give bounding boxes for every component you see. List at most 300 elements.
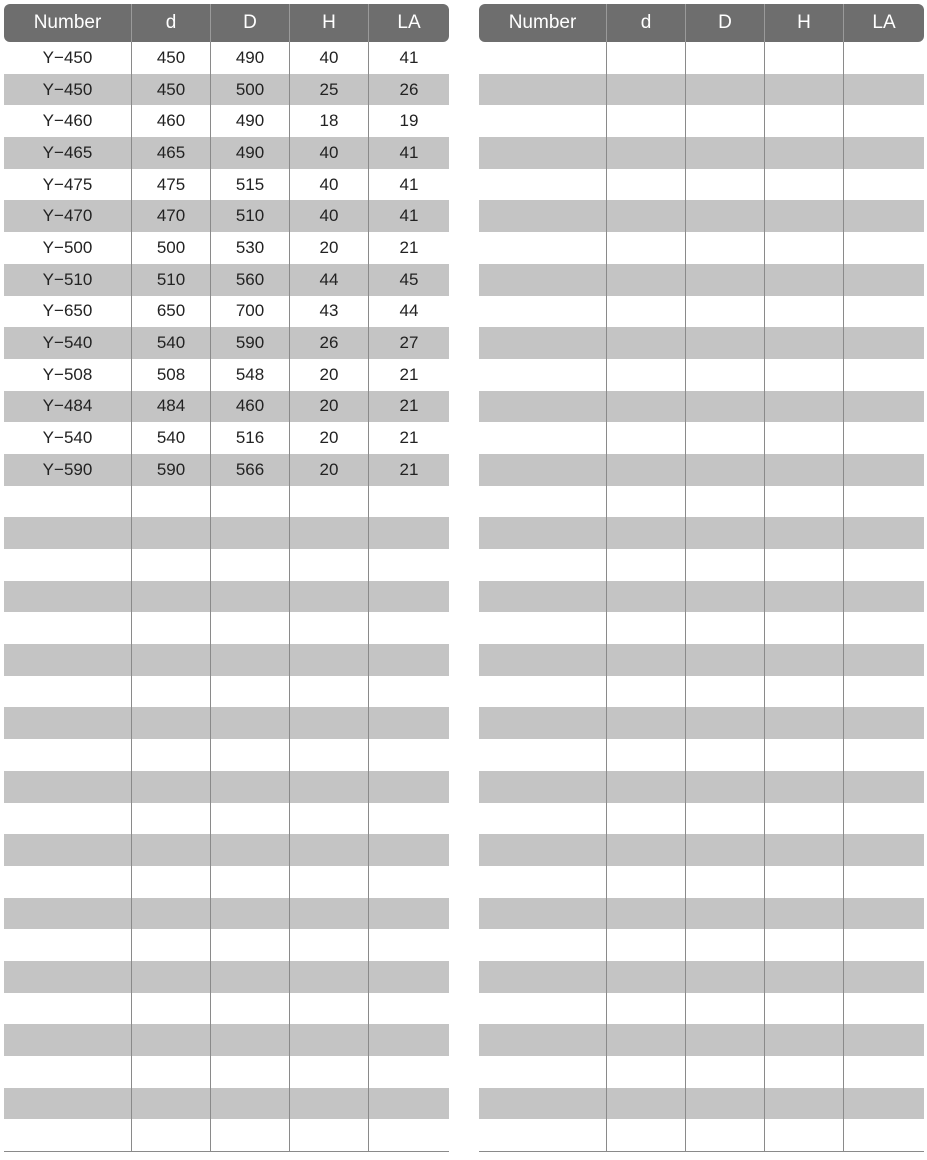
table-cell bbox=[4, 929, 131, 961]
table-cell bbox=[843, 42, 924, 74]
table-cell bbox=[764, 929, 843, 961]
table-cell bbox=[685, 1088, 764, 1120]
table-cell bbox=[479, 961, 606, 993]
table-cell bbox=[479, 866, 606, 898]
table-cell: 18 bbox=[289, 105, 368, 137]
table-cell bbox=[131, 961, 210, 993]
table-cell bbox=[210, 612, 289, 644]
table-row bbox=[479, 961, 924, 993]
table-row bbox=[479, 676, 924, 708]
table-cell bbox=[843, 232, 924, 264]
table-cell bbox=[606, 200, 685, 232]
table-cell bbox=[685, 232, 764, 264]
table-row bbox=[479, 581, 924, 613]
table-cell bbox=[210, 866, 289, 898]
table-cell bbox=[843, 961, 924, 993]
table-cell: 700 bbox=[210, 296, 289, 328]
table-cell: 508 bbox=[131, 359, 210, 391]
table-cell bbox=[368, 486, 449, 518]
table-row bbox=[479, 707, 924, 739]
table-cell bbox=[289, 834, 368, 866]
table-row bbox=[479, 232, 924, 264]
table-cell bbox=[843, 929, 924, 961]
table-cell bbox=[4, 993, 131, 1025]
table-header-right bbox=[479, 4, 924, 42]
table-cell bbox=[843, 771, 924, 803]
table-cell bbox=[685, 1024, 764, 1056]
table-cell bbox=[131, 929, 210, 961]
table-cell bbox=[479, 42, 606, 74]
table-cell bbox=[289, 898, 368, 930]
table-cell bbox=[685, 898, 764, 930]
table-cell bbox=[685, 359, 764, 391]
table-row bbox=[4, 1056, 449, 1088]
table-row bbox=[4, 486, 449, 518]
table-cell bbox=[764, 803, 843, 835]
table-row bbox=[4, 296, 449, 328]
table-cell bbox=[210, 929, 289, 961]
table-cell bbox=[764, 581, 843, 613]
header-d: d bbox=[606, 4, 685, 42]
table-cell bbox=[368, 866, 449, 898]
table-cell bbox=[685, 1056, 764, 1088]
table-cell bbox=[289, 771, 368, 803]
table-cell: Y−650 bbox=[42, 301, 93, 321]
table-cell: 44 bbox=[289, 264, 368, 296]
table-row bbox=[4, 454, 449, 486]
table-row bbox=[479, 1056, 924, 1088]
table-cell bbox=[479, 264, 606, 296]
table-cell bbox=[843, 169, 924, 201]
table-cell bbox=[685, 803, 764, 835]
table-cell: 650 bbox=[131, 296, 210, 328]
table-cell bbox=[606, 137, 685, 169]
table-cell bbox=[4, 612, 131, 644]
table-cell bbox=[210, 1056, 289, 1088]
table-cell: 465 bbox=[131, 137, 210, 169]
table-cell: 21 bbox=[368, 422, 449, 454]
table-cell bbox=[606, 359, 685, 391]
table-cell bbox=[843, 105, 924, 137]
table-cell bbox=[479, 1088, 606, 1120]
table-cell bbox=[479, 359, 606, 391]
table-cell: 470 bbox=[131, 200, 210, 232]
table-cell bbox=[131, 581, 210, 613]
table-cell bbox=[843, 264, 924, 296]
table-cell: 45 bbox=[368, 264, 449, 296]
table-cell bbox=[4, 549, 131, 581]
table-row bbox=[4, 74, 449, 106]
table-cell: 510 bbox=[210, 200, 289, 232]
table-cell bbox=[131, 676, 210, 708]
table-cell bbox=[131, 834, 210, 866]
table-cell bbox=[606, 866, 685, 898]
table-cell bbox=[289, 739, 368, 771]
table-cell bbox=[606, 391, 685, 423]
table-cell bbox=[843, 644, 924, 676]
table-cell: 25 bbox=[289, 74, 368, 106]
table-cell bbox=[4, 707, 131, 739]
table-cell bbox=[843, 1024, 924, 1056]
table-cell: 516 bbox=[210, 422, 289, 454]
table-cell bbox=[764, 1119, 843, 1151]
table-cell bbox=[764, 359, 843, 391]
table-cell bbox=[4, 803, 131, 835]
table-cell: Y−590 bbox=[42, 459, 93, 479]
table-cell bbox=[4, 1056, 131, 1088]
table-cell bbox=[606, 739, 685, 771]
table-cell bbox=[368, 771, 449, 803]
table-cell bbox=[210, 1119, 289, 1151]
table-cell bbox=[764, 454, 843, 486]
table-cell bbox=[764, 834, 843, 866]
table-cell: 41 bbox=[368, 169, 449, 201]
table-cell bbox=[479, 105, 606, 137]
table-cell: 21 bbox=[368, 232, 449, 264]
table-cell bbox=[843, 200, 924, 232]
table-cell bbox=[289, 1119, 368, 1151]
table-cell bbox=[289, 961, 368, 993]
table-cell bbox=[843, 803, 924, 835]
table-cell bbox=[210, 581, 289, 613]
table-cell bbox=[764, 1056, 843, 1088]
table-cell: 450 bbox=[131, 42, 210, 74]
spec-table-right bbox=[479, 4, 924, 1152]
table-cell bbox=[368, 517, 449, 549]
table-cell bbox=[368, 929, 449, 961]
table-cell bbox=[764, 391, 843, 423]
table-cell bbox=[4, 866, 131, 898]
table-row bbox=[479, 200, 924, 232]
table-bottom-border bbox=[4, 1151, 449, 1152]
table-cell bbox=[210, 676, 289, 708]
table-cell bbox=[606, 929, 685, 961]
table-cell bbox=[289, 803, 368, 835]
table-cell bbox=[131, 1024, 210, 1056]
table-cell bbox=[764, 961, 843, 993]
table-cell bbox=[843, 676, 924, 708]
table-cell bbox=[843, 454, 924, 486]
table-row bbox=[4, 359, 449, 391]
table-cell bbox=[210, 993, 289, 1025]
table-row bbox=[479, 993, 924, 1025]
table-cell bbox=[685, 993, 764, 1025]
table-cell bbox=[685, 169, 764, 201]
table-cell bbox=[606, 803, 685, 835]
table-cell: 40 bbox=[289, 200, 368, 232]
table-cell bbox=[843, 296, 924, 328]
table-cell bbox=[4, 1024, 131, 1056]
table-cell bbox=[843, 739, 924, 771]
table-row bbox=[4, 42, 449, 74]
table-cell bbox=[4, 961, 131, 993]
table-row bbox=[479, 264, 924, 296]
table-cell bbox=[289, 1056, 368, 1088]
header-D: D bbox=[210, 4, 289, 42]
table-cell bbox=[479, 74, 606, 106]
table-cell bbox=[479, 137, 606, 169]
table-row bbox=[4, 739, 449, 771]
table-cell bbox=[764, 169, 843, 201]
table-cell bbox=[479, 549, 606, 581]
table-cell bbox=[606, 993, 685, 1025]
table-cell: 44 bbox=[368, 296, 449, 328]
table-cell: Y−540 bbox=[42, 333, 93, 353]
table-cell bbox=[131, 1088, 210, 1120]
table-cell: Y−465 bbox=[42, 142, 93, 162]
table-cell bbox=[843, 1119, 924, 1151]
table-cell bbox=[843, 517, 924, 549]
table-cell bbox=[479, 517, 606, 549]
table-cell bbox=[210, 961, 289, 993]
table-cell bbox=[764, 866, 843, 898]
table-cell bbox=[289, 549, 368, 581]
table-cell bbox=[368, 961, 449, 993]
table-cell bbox=[368, 549, 449, 581]
table-cell bbox=[210, 1088, 289, 1120]
table-cell bbox=[843, 1056, 924, 1088]
table-cell bbox=[131, 707, 210, 739]
table-row bbox=[4, 961, 449, 993]
table-cell bbox=[4, 1088, 131, 1120]
table-cell bbox=[764, 327, 843, 359]
table-row bbox=[4, 898, 449, 930]
table-cell bbox=[843, 74, 924, 106]
header-H: H bbox=[764, 4, 843, 42]
table-cell bbox=[210, 771, 289, 803]
table-cell bbox=[764, 232, 843, 264]
table-cell bbox=[289, 517, 368, 549]
table-cell bbox=[764, 676, 843, 708]
table-cell bbox=[606, 707, 685, 739]
table-cell bbox=[368, 644, 449, 676]
table-cell bbox=[606, 327, 685, 359]
table-cell bbox=[210, 549, 289, 581]
table-cell bbox=[606, 422, 685, 454]
table-cell bbox=[685, 581, 764, 613]
table-cell bbox=[131, 1056, 210, 1088]
table-cell bbox=[606, 771, 685, 803]
table-cell: Y−450 bbox=[42, 47, 93, 67]
table-cell bbox=[289, 676, 368, 708]
table-cell bbox=[843, 486, 924, 518]
table-cell bbox=[131, 486, 210, 518]
table-cell bbox=[685, 486, 764, 518]
table-row bbox=[4, 612, 449, 644]
table-cell bbox=[843, 391, 924, 423]
table-cell bbox=[131, 612, 210, 644]
table-cell bbox=[843, 359, 924, 391]
table-cell bbox=[131, 898, 210, 930]
table-cell bbox=[764, 42, 843, 74]
table-cell bbox=[685, 834, 764, 866]
table-cell bbox=[764, 771, 843, 803]
table-cell bbox=[606, 264, 685, 296]
table-cell bbox=[368, 834, 449, 866]
table-cell bbox=[843, 422, 924, 454]
table-cell bbox=[289, 1024, 368, 1056]
table-cell bbox=[606, 898, 685, 930]
table-cell bbox=[843, 898, 924, 930]
table-cell: 540 bbox=[131, 422, 210, 454]
table-cell: 41 bbox=[368, 200, 449, 232]
table-cell: 484 bbox=[131, 391, 210, 423]
table-cell bbox=[685, 676, 764, 708]
table-cell: 26 bbox=[289, 327, 368, 359]
table-cell bbox=[368, 581, 449, 613]
table-cell bbox=[764, 549, 843, 581]
table-cell bbox=[210, 834, 289, 866]
table-cell: Y−510 bbox=[42, 269, 93, 289]
table-row bbox=[4, 581, 449, 613]
table-cell bbox=[289, 707, 368, 739]
table-cell bbox=[479, 676, 606, 708]
table-cell bbox=[606, 581, 685, 613]
table-cell bbox=[764, 898, 843, 930]
table-row bbox=[479, 486, 924, 518]
table-cell: 21 bbox=[368, 391, 449, 423]
table-cell bbox=[289, 929, 368, 961]
table-cell bbox=[479, 454, 606, 486]
table-cell: 40 bbox=[289, 169, 368, 201]
table-cell bbox=[289, 1088, 368, 1120]
header-LA: LA bbox=[368, 4, 449, 42]
table-cell bbox=[131, 739, 210, 771]
table-cell bbox=[685, 137, 764, 169]
table-cell: 20 bbox=[289, 232, 368, 264]
table-cell bbox=[685, 961, 764, 993]
table-cell bbox=[368, 1119, 449, 1151]
table-cell bbox=[764, 296, 843, 328]
table-cell bbox=[764, 74, 843, 106]
table-cell: 500 bbox=[131, 232, 210, 264]
table-row bbox=[479, 42, 924, 74]
table-cell: 20 bbox=[289, 359, 368, 391]
table-cell: 19 bbox=[368, 105, 449, 137]
table-cell bbox=[764, 1024, 843, 1056]
table-cell bbox=[606, 612, 685, 644]
table-cell: 40 bbox=[289, 42, 368, 74]
table-cell bbox=[764, 612, 843, 644]
table-cell bbox=[131, 866, 210, 898]
table-cell bbox=[606, 486, 685, 518]
table-cell bbox=[764, 422, 843, 454]
table-row bbox=[4, 105, 449, 137]
table-header-left bbox=[4, 4, 449, 42]
table-cell bbox=[685, 327, 764, 359]
table-row bbox=[4, 549, 449, 581]
table-row bbox=[479, 137, 924, 169]
table-cell bbox=[685, 644, 764, 676]
table-row bbox=[479, 739, 924, 771]
table-cell bbox=[4, 581, 131, 613]
table-row bbox=[479, 834, 924, 866]
table-row bbox=[4, 232, 449, 264]
table-cell bbox=[131, 517, 210, 549]
table-row bbox=[479, 1024, 924, 1056]
table-cell bbox=[764, 644, 843, 676]
table-cell bbox=[4, 898, 131, 930]
table-cell bbox=[685, 391, 764, 423]
table-cell bbox=[368, 993, 449, 1025]
table-row bbox=[479, 296, 924, 328]
table-cell: 43 bbox=[289, 296, 368, 328]
table-cell bbox=[368, 676, 449, 708]
table-row bbox=[4, 866, 449, 898]
table-cell bbox=[685, 707, 764, 739]
table-cell bbox=[606, 1024, 685, 1056]
table-row bbox=[479, 105, 924, 137]
table-cell bbox=[479, 391, 606, 423]
table-cell: 530 bbox=[210, 232, 289, 264]
table-cell bbox=[210, 644, 289, 676]
table-cell: 26 bbox=[368, 74, 449, 106]
table-row bbox=[4, 137, 449, 169]
table-cell bbox=[210, 707, 289, 739]
table-row bbox=[479, 866, 924, 898]
table-row bbox=[4, 422, 449, 454]
table-cell bbox=[479, 771, 606, 803]
header-LA: LA bbox=[843, 4, 924, 42]
table-cell bbox=[685, 74, 764, 106]
table-cell bbox=[479, 993, 606, 1025]
table-cell bbox=[479, 296, 606, 328]
table-cell bbox=[843, 549, 924, 581]
table-cell bbox=[4, 676, 131, 708]
table-cell bbox=[685, 1119, 764, 1151]
table-cell bbox=[764, 137, 843, 169]
table-cell bbox=[368, 898, 449, 930]
table-cell bbox=[764, 739, 843, 771]
table-cell bbox=[685, 517, 764, 549]
table-cell bbox=[131, 1119, 210, 1151]
table-cell bbox=[479, 1024, 606, 1056]
table-cell bbox=[764, 707, 843, 739]
table-cell bbox=[368, 612, 449, 644]
table-row bbox=[4, 834, 449, 866]
table-cell bbox=[606, 517, 685, 549]
table-cell: 20 bbox=[289, 422, 368, 454]
table-cell bbox=[606, 454, 685, 486]
table-cell: 490 bbox=[210, 137, 289, 169]
table-cell bbox=[479, 898, 606, 930]
table-row bbox=[479, 1088, 924, 1120]
table-row bbox=[4, 993, 449, 1025]
table-cell bbox=[606, 169, 685, 201]
table-cell bbox=[685, 549, 764, 581]
table-cell bbox=[4, 771, 131, 803]
table-cell bbox=[685, 422, 764, 454]
table-row bbox=[479, 612, 924, 644]
table-cell bbox=[479, 232, 606, 264]
table-cell bbox=[479, 169, 606, 201]
table-cell bbox=[606, 74, 685, 106]
table-cell bbox=[685, 200, 764, 232]
table-cell: 21 bbox=[368, 359, 449, 391]
table-row bbox=[4, 391, 449, 423]
table-cell bbox=[289, 993, 368, 1025]
table-cell: Y−470 bbox=[42, 206, 93, 226]
table-row bbox=[479, 898, 924, 930]
table-cell: 475 bbox=[131, 169, 210, 201]
table-row bbox=[4, 200, 449, 232]
table-cell bbox=[685, 771, 764, 803]
table-cell bbox=[479, 707, 606, 739]
table-cell: Y−484 bbox=[42, 396, 93, 416]
table-row bbox=[479, 359, 924, 391]
table-cell bbox=[764, 517, 843, 549]
table-cell bbox=[764, 486, 843, 518]
